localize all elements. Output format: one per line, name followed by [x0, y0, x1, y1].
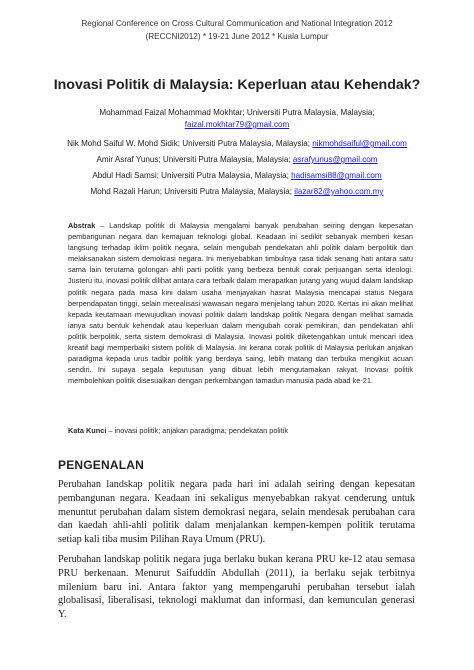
- author-email-link[interactable]: hadisamsi88@gmail.com: [291, 171, 382, 180]
- paragraph-text: Perubahan landskap politik negara pada hari ini adalah seiring dengan kepesatan pembangunan negara. Keadaan ini sekaligus menyebabkan rakyat cenderung untuk menuntut perubahan dalam sistem demokrasi negara, selain mendesak perubahan cara dan kaedah ahli-ahli politik dalam menjalankan kempen-kempen politik terutama setiap kali tiba musim Pilihan Raya Umum (PRU).: [58, 479, 415, 546]
- keywords-text: – inovasi politik; anjakan paradigma; pendekatan politik: [106, 426, 289, 435]
- conference-line-2: (RECCNI2012) * 19-21 June 2012 * Kuala Lumpur: [145, 32, 329, 41]
- keywords-label: Kata Kunci: [68, 426, 107, 435]
- author-1: [0, 107, 474, 131]
- author-5: [0, 186, 474, 198]
- author-email-link[interactable]: nikmohdsaiful@gmail.com: [312, 139, 407, 148]
- author-2: [0, 138, 474, 150]
- keywords-block: [68, 425, 413, 436]
- author-email-link[interactable]: ilazar82@yahoo.com.my: [294, 187, 384, 196]
- author-3: [0, 154, 474, 166]
- conference-header: [0, 17, 474, 43]
- author-affiliation: Amir Asraf Yunus; Universiti Putra Malaysia, Malaysia;: [96, 155, 291, 164]
- author-email-link[interactable]: faizal.mokhtar79@gmail.com: [184, 120, 290, 129]
- author-affiliation: Nik Mohd Saiful W. Mohd Sidik; Universiti Putra Malaysia, Malaysia;: [67, 139, 311, 148]
- conference-line-1: Regional Conference on Cross Cultural Communication and National Integration 2012: [81, 19, 393, 28]
- paragraph-text: Perubahan landskap politik negara juga berlaku bukan kerana PRU ke-12 atau semasa PRU berkenaan. Menurut Saifuddin Abdullah (2011), ia berlaku sejak terbitnya milenium baru ini. Antara faktor yang mempengaruhi perubahan tersebut ialah globalisasi, liberalisasi, teknologi maklumat dan informasi, dan kemunculan generasi Y.: [58, 554, 415, 621]
- author-affiliation: Mohammad Faizal Mohammad Mokhtar; Universiti Putra Malaysia, Malaysia;: [99, 108, 375, 117]
- author-affiliation: Abdul Hadi Samsi; Universiti Putra Malaysia, Malaysia;: [92, 171, 289, 180]
- body-paragraph-2: [58, 553, 415, 622]
- author-email-link[interactable]: asrafyunus@gmail.com: [292, 155, 378, 164]
- paper-title: Inovasi Politik di Malaysia: Keperluan atau Kehendak?: [53, 77, 421, 93]
- author-affiliation: Mohd Razali Harun; Universiti Putra Malaysia, Malaysia;: [90, 187, 293, 196]
- author-4: [0, 170, 474, 182]
- abstract-block: [68, 220, 413, 386]
- section-heading: PENGENALAN: [58, 458, 145, 472]
- body-paragraph-1: [58, 478, 415, 547]
- abstract-label: Abstrak: [68, 221, 96, 230]
- abstract-text: – Landskap politik di Malaysia mengalami banyak perubahan seiring dengan kepesatan pembangunan negara dan kemajuan teknologi global. Keadaan ini sedikit sebanyak memberi kesan langsung terhadap iklim politik negara, selain mengubah pendekatan ahli politik dalam berpolitik dan melaksanakan sistem demokrasi negara. Ini menyebabkan timbulnya rasa tidak senang hati antara satu sama lain terutama golongan ahli parti politik yang berbeza bentuk corak perjuangan serta ideologi. Justeru itu, inovasi politik dilihat antara cara terbaik dalam merapatkan jurang yang wujud dalam landskap politik negara pada masa kini dalam usaha menjayakan hasrat Malaysia mencapai status Negara berpendapatan tinggi, selain merealisasi wawasan negara menjelang tahun 2020. Kertas ini akan melihat kepada keutamaan mewujudkan inovasi politik dalam landskap politik Negara dengan melihat samada ianya satu bentuk kehendak atau keperluan dalam mengubah corak pemikiran, dan pendekatan ahli politik berpolitik, serta sistem demokrasi di Malaysia. Inovasi politik diketengahkan untuk mencari idea kreatif bagi memperbaiki sistem politik di Malaysia. Ini kerana corak politik di Malaysia perlukan anjakan paradigma kepada urus tadbir politik yang berdaya saing, lebih matang dan terbuka mengikut acuan sendiri. Ini supaya segala keputusan yang dibuat lebih mengutamakan rakyat. Inovasi politik membolehkan politik disesuaikan dengan perkembangan tamadun manusia pada abad ke-21.: [68, 221, 413, 386]
